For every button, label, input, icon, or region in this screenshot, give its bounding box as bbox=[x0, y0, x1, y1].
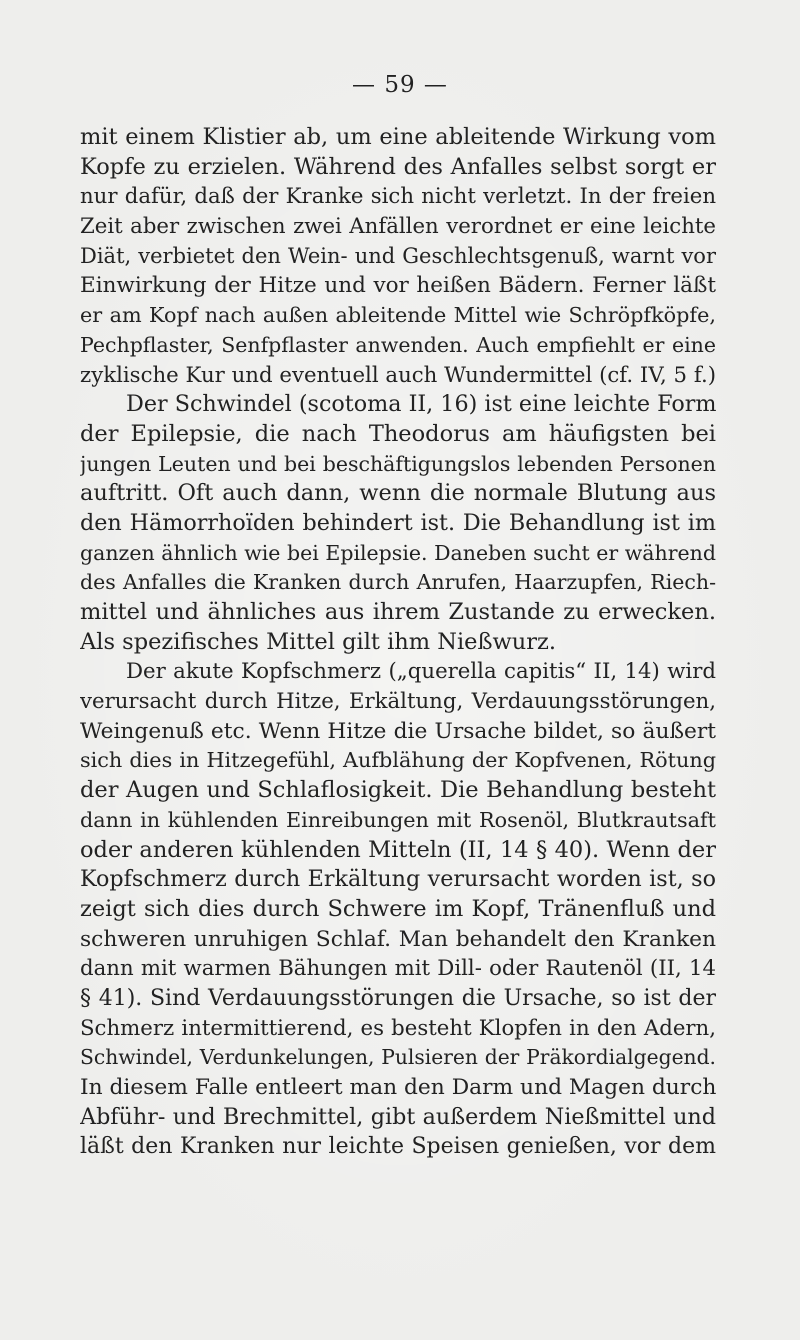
text-line: Weingenuß etc. Wenn Hitze die Ursache bildet, so äußert bbox=[80, 718, 716, 744]
text-line: schweren unruhigen Schlaf. Man behandelt den Kranken bbox=[80, 926, 716, 952]
text-line: auftritt. Oft auch dann, wenn die normale Blutung aus bbox=[80, 480, 716, 507]
text-line: Kopfe zu erzielen. Während des Anfalles selbst sorgt er bbox=[80, 153, 716, 180]
text-line: Diät, verbietet den Wein- und Geschlechtsgenuß, warnt vor bbox=[80, 243, 716, 268]
text-line: Abführ- und Brechmittel, gibt außerdem Nießmittel und bbox=[80, 1103, 716, 1130]
text-line: mit einem Klistier ab, um eine ableitende Wirkung vom bbox=[80, 124, 716, 150]
text-line: Pechpflaster, Senfpflaster anwenden. Auch empfiehlt er eine bbox=[80, 332, 716, 357]
text-line: oder anderen kühlenden Mitteln (II, 14 § 40). Wenn der bbox=[80, 836, 716, 863]
text-line: Kopfschmerz durch Erkältung verursacht worden ist, so bbox=[80, 866, 716, 893]
text-line: läßt den Kranken nur leichte Speisen genießen, vor dem bbox=[80, 1134, 716, 1160]
text-line: sich dies in Hitzegefühl, Aufblähung der Kopfvenen, Rötung bbox=[80, 748, 716, 773]
text-line: Zeit aber zwischen zwei Anfällen verordnet er eine leichte bbox=[80, 214, 716, 240]
body-text bbox=[80, 123, 716, 1162]
text-line: mittel und ähnliches aus ihrem Zustande zu erwecken. bbox=[80, 599, 716, 625]
paragraph-end-line: Als spezifisches Mittel gilt ihm Nießwurz. bbox=[80, 628, 557, 655]
text-line: Schmerz intermittierend, es besteht Klopfen in den Adern, bbox=[80, 1015, 716, 1041]
text-line: der Epilepsie, die nach Theodorus am häufigsten bei bbox=[80, 420, 716, 447]
text-line: zeigt sich dies durch Schwere im Kopf, Tränenfluß und bbox=[80, 895, 716, 922]
paragraph-start-line: Der akute Kopfschmerz („querella capitis“ II, 14) wird bbox=[126, 659, 716, 685]
text-line: den Hämorrhoïden behindert ist. Die Behandlung ist im bbox=[80, 509, 716, 536]
text-line: jungen Leuten und bei beschäftigungslos lebenden Personen bbox=[80, 451, 716, 476]
text-line: verursacht durch Hitze, Erkältung, Verdauungsstörungen, bbox=[80, 689, 716, 715]
text-line: dann in kühlenden Einreibungen mit Rosenöl, Blutkrautsaft bbox=[80, 807, 716, 832]
text-line: dann mit warmen Bähungen mit Dill- oder Rautenöl (II, 14 bbox=[80, 956, 716, 982]
text-line: der Augen und Schlaflosigkeit. Die Behandlung besteht bbox=[80, 777, 716, 804]
text-line: des Anfalles die Kranken durch Anrufen, Haarzupfen, Riech- bbox=[80, 570, 716, 595]
text-line: In diesem Falle entleert man den Darm und Magen durch bbox=[80, 1075, 716, 1100]
text-line: Einwirkung der Hitze und vor heißen Bädern. Ferner läßt bbox=[80, 273, 716, 299]
text-line: er am Kopf nach außen ableitende Mittel wie Schröpfköpfe, bbox=[80, 303, 716, 328]
paragraph-start-line: Der Schwindel (scotoma II, 16) ist eine leichte Form bbox=[126, 391, 716, 418]
page-number: — 59 — bbox=[352, 72, 448, 98]
text-line: zyklische Kur und eventuell auch Wundermittel (cf. IV, 5 f.) bbox=[80, 362, 716, 388]
text-line: ganzen ähnlich wie bei Epilepsie. Daneben sucht er während bbox=[80, 540, 716, 565]
text-line: Schwindel, Verdunkelungen, Pulsieren der Präkordialgegend. bbox=[80, 1045, 716, 1070]
text-line: nur dafür, daß der Kranke sich nicht verletzt. In der freien bbox=[80, 184, 716, 210]
text-line: § 41). Sind Verdauungsstörungen die Ursache, so ist der bbox=[80, 985, 716, 1011]
